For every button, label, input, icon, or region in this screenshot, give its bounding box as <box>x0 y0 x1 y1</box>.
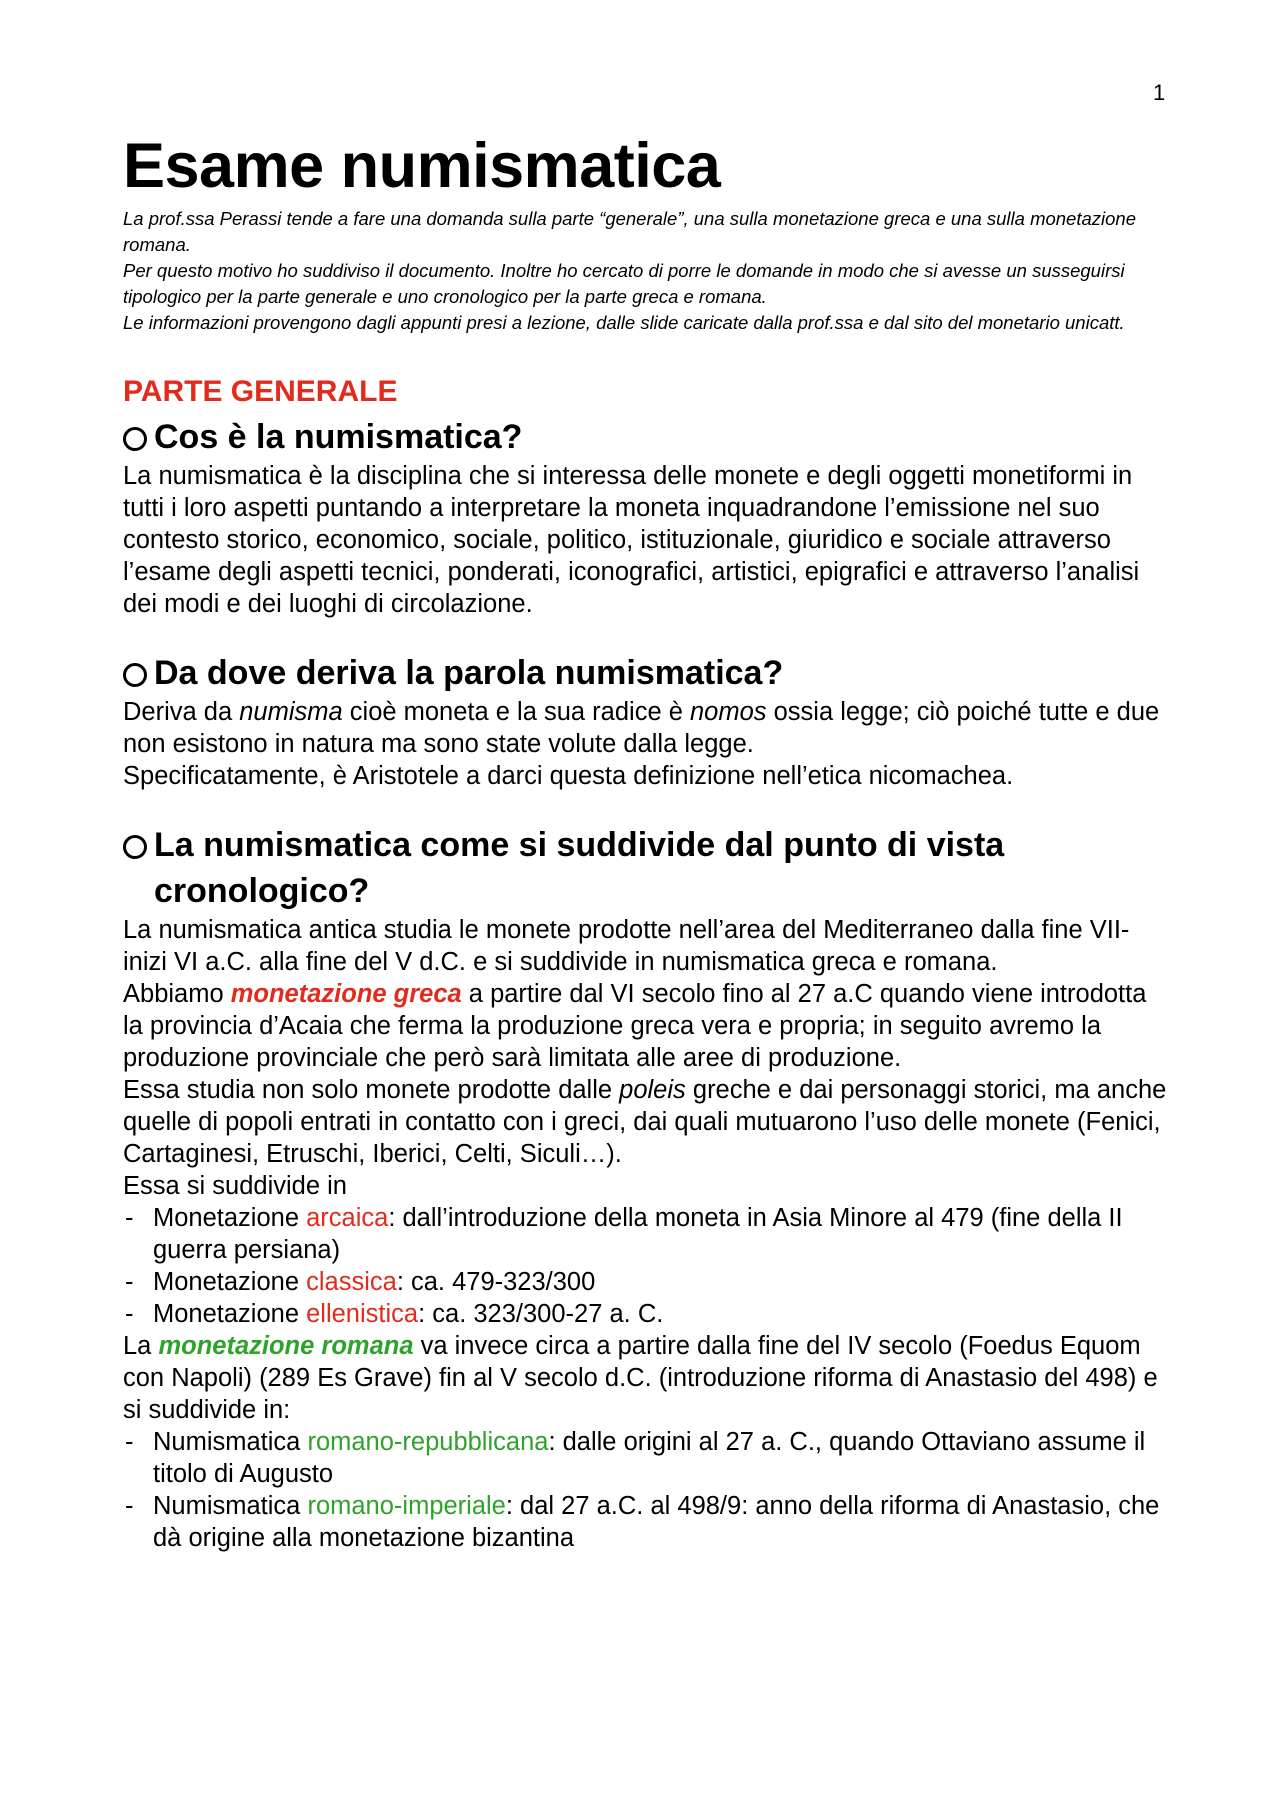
question-text: Cos è la numismatica? <box>154 418 523 456</box>
term-monetazione-greca: monetazione greca <box>230 980 462 1008</box>
answer-block <box>123 696 1173 792</box>
answer-paragraph <box>123 1330 1173 1426</box>
romana-periods-list <box>123 1426 1173 1554</box>
text-run: Deriva da <box>123 698 240 726</box>
answer-paragraph <box>123 1074 1173 1170</box>
period-term: classica <box>306 1268 397 1296</box>
answer-paragraph: La numismatica antica studia le monete prodotte nell’area del Mediterraneo dalla fine VII-inizi VI a.C. alla fine del V d.C. e si suddivide in numismatica greca e romana. <box>123 916 1130 976</box>
period-term: romano-imperiale <box>307 1492 506 1520</box>
intro-paragraph: Le informazioni provengono dagli appunti presi a lezione, dalle slide caricate dalla prof.ssa e dal sito del monetario unicatt. <box>123 312 1125 333</box>
section-heading-parte-generale: PARTE GENERALE <box>123 375 398 408</box>
document-title: Esame numismatica <box>123 131 721 201</box>
list-item <box>123 1426 1173 1490</box>
text-run: : ca. 479-323/300 <box>396 1268 596 1296</box>
text-run: ossia legge; ciò poiché tutte e due non esistono in natura ma sono state volute dalla legge. <box>123 698 1160 758</box>
period-term: ellenistica <box>306 1300 419 1328</box>
period-term: arcaica <box>306 1204 389 1232</box>
intro-paragraph: La prof.ssa Perassi tende a fare una domanda sulla parte “generale”, una sulla monetazione greca e una sulla monetazione romana. <box>123 208 1137 255</box>
list-item <box>123 1298 1173 1330</box>
term-poleis: poleis <box>619 1076 686 1104</box>
period-term: romano-repubblicana <box>307 1428 549 1456</box>
text-run: greche e dai personaggi storici, ma anche quelle di popoli entrati in contatto con i greci, dai quali mutuarono l’uso delle monete (Fenici, Cartaginesi, Etruschi, Iberici, Celti, Siculi…). <box>123 1076 1167 1168</box>
text-run: Monetazione <box>153 1268 307 1296</box>
text-run: Numismatica <box>153 1428 308 1456</box>
question-text: Da dove deriva la parola numismatica? <box>154 654 784 692</box>
text-run: : ca. 323/300-27 a. C. <box>418 1300 664 1328</box>
list-item <box>123 1490 1173 1554</box>
text-run: La <box>123 1332 159 1360</box>
list-item <box>123 1202 1173 1266</box>
term-monetazione-romana: monetazione romana <box>158 1332 414 1360</box>
answer-paragraph <box>123 978 1173 1074</box>
answer-paragraph <box>123 696 1173 760</box>
text-run: a partire dal VI secolo fino al 27 a.C quando viene introdotta la provincia d’Acaia che ferma la produzione greca vera e propria; in seguito avremo la produzione provinciale che però sarà limitata alle aree di produzione. <box>123 980 1147 1072</box>
text-run: va invece circa a partire dalla fine del IV secolo (Foedus Equom con Napoli) (289 Es Grave) fin al V secolo d.C. (introduzione riforma di Anastasio del 498) e si suddivide in: <box>123 1332 1158 1424</box>
page-number: 1 <box>1153 80 1166 105</box>
text-run: : dall’introduzione della moneta in Asia Minore al 479 (fine della II guerra persiana) <box>153 1204 1123 1264</box>
circle-bullet-icon <box>123 835 147 859</box>
answer-block <box>123 914 1173 1554</box>
question-heading <box>123 414 1173 460</box>
text-run: Abbiamo <box>123 980 231 1008</box>
text-run: : dalle origini al 27 a. C., quando Ottaviano assume il titolo di Augusto <box>153 1428 1146 1488</box>
list-item <box>123 1266 1173 1298</box>
text-run: Numismatica <box>153 1492 308 1520</box>
text-run: Monetazione <box>153 1300 307 1328</box>
text-run: Essa studia non solo monete prodotte dalle <box>123 1076 620 1104</box>
question-heading <box>123 822 1173 914</box>
text-run: : dal 27 a.C. al 498/9: anno della riforma di Anastasio, che dà origine alla monetazione bizantina <box>153 1492 1160 1552</box>
answer-block <box>123 460 1173 620</box>
text-run: Monetazione <box>153 1204 307 1232</box>
text-run: cioè moneta e la sua radice è <box>342 698 690 726</box>
question-text: La numismatica come si suddivide dal punto di vista cronologico? <box>154 826 1005 910</box>
answer-paragraph: La numismatica è la disciplina che si interessa delle monete e degli oggetti monetiformi in tutti i loro aspetti puntando a interpretare la moneta inquadrandone l’emissione nel suo contesto storico, economico, sociale, politico, istituzionale, giuridico e sociale attraverso l’esame degli aspetti tecnici, ponderati, iconografici, artistici, epigrafici e attraverso l’analisi dei modi e dei luoghi di circolazione. <box>123 462 1140 618</box>
answer-paragraph: Specificatamente, è Aristotele a darci questa definizione nell’etica nicomachea. <box>123 762 1014 790</box>
question-heading <box>123 650 1173 696</box>
greca-periods-list <box>123 1202 1173 1330</box>
term-numisma: numisma <box>239 698 343 726</box>
answer-paragraph: Essa si suddivide in <box>123 1172 347 1200</box>
circle-bullet-icon <box>123 663 147 687</box>
document-body <box>123 128 1173 1554</box>
term-nomos: nomos <box>689 698 767 726</box>
intro-paragraph: Per questo motivo ho suddiviso il documento. Inoltre ho cercato di porre le domande in modo che si avesse un susseguirsi tipologico per la parte generale e uno cronologico per la parte greca e romana. <box>123 260 1125 307</box>
intro-note <box>123 206 1173 336</box>
circle-bullet-icon <box>123 427 147 451</box>
